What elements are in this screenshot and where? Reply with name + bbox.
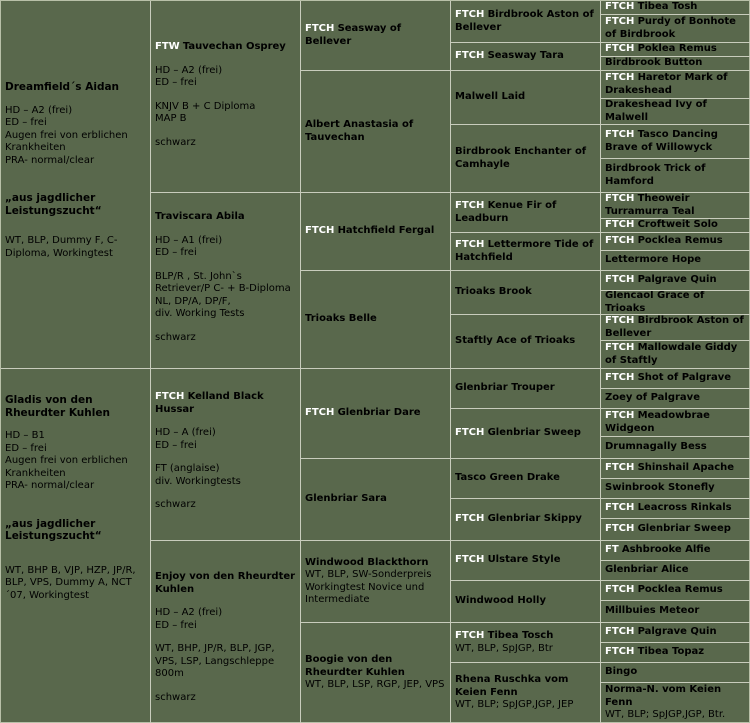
dog-name-line bbox=[605, 584, 746, 597]
title-badge: FTCH bbox=[605, 1, 635, 13]
dog-cell-gen5 bbox=[601, 519, 750, 541]
dog-name: Palgrave Quin bbox=[637, 274, 717, 286]
dog-name: Theoweir Turramurra Teal bbox=[605, 193, 695, 217]
title-badge: FTCH bbox=[605, 129, 635, 140]
title-badge: FTCH bbox=[605, 72, 635, 83]
dog-name: Albert Anastasia of Tauvechan bbox=[305, 119, 414, 143]
title-badge: FTCH bbox=[305, 23, 335, 34]
dog-cell-gen3 bbox=[301, 193, 451, 271]
dog-name-line bbox=[455, 200, 596, 225]
title-badge: FTCH bbox=[605, 626, 635, 638]
dog-name: Palgrave Quin bbox=[637, 626, 717, 638]
dog-name-line bbox=[455, 472, 596, 485]
dog-cell-gen5 bbox=[601, 683, 750, 723]
dog-cell-gen5 bbox=[601, 459, 750, 479]
title-badge: FTCH bbox=[455, 200, 485, 211]
dog-name-line bbox=[605, 564, 746, 577]
dog-cell-gen4 bbox=[451, 409, 601, 459]
dog-cell-gen3 bbox=[301, 369, 451, 459]
dog-cell-gen5 bbox=[601, 251, 750, 271]
dog-cell-gen4 bbox=[451, 581, 601, 623]
dog-name: Glenbriar Sara bbox=[305, 493, 387, 505]
dog-name: Dreamfield´s Aidan bbox=[5, 81, 120, 93]
dog-name-line bbox=[455, 91, 596, 104]
title-badge: FTCH bbox=[605, 342, 635, 353]
dog-name: Tibea Topaz bbox=[637, 646, 705, 658]
dog-cell-gen4 bbox=[451, 369, 601, 409]
dog-name: Boogie von den Rheurdter Kuhlen bbox=[305, 654, 405, 678]
title-badge: FTCH bbox=[605, 372, 635, 384]
dog-cell-gen4 bbox=[451, 663, 601, 723]
dog-name-line bbox=[455, 674, 596, 699]
dog-name: Kenue Fir of Leadburn bbox=[455, 200, 557, 224]
dog-cell-gen3 bbox=[301, 459, 451, 541]
dog-name-line bbox=[605, 254, 746, 267]
dog-cell-gen5 bbox=[601, 43, 750, 57]
health-block bbox=[5, 105, 146, 168]
dog-name-line bbox=[605, 605, 746, 618]
dog-name: Seasway of Bellever bbox=[305, 23, 402, 47]
dog-cell-gen3 bbox=[301, 623, 451, 723]
dog-cell-gen5 bbox=[601, 315, 750, 341]
dog-name-line bbox=[305, 23, 446, 48]
dog-name-line bbox=[605, 129, 746, 154]
dog-cell-gen3 bbox=[301, 541, 451, 623]
dog-cell-gen5 bbox=[601, 643, 750, 663]
dog-cell-gen4 bbox=[451, 233, 601, 271]
coat-color: schwarz bbox=[155, 331, 196, 343]
dog-name: Haretor Mark of Drakeshead bbox=[605, 72, 728, 96]
title-badge: FT bbox=[605, 544, 619, 556]
title-badge: FTCH bbox=[455, 427, 485, 439]
dog-cell-gen2 bbox=[151, 193, 301, 369]
dog-cell-gen5 bbox=[601, 271, 750, 291]
dog-name: Croftweit Solo bbox=[637, 219, 718, 231]
dog-name: Staftly Ace of Trioaks bbox=[455, 335, 576, 347]
dog-name: Birdbrook Aston of Bellever bbox=[455, 9, 594, 33]
dog-name: Purdy of Bonhote of Birdbrook bbox=[605, 16, 736, 40]
dog-name-line bbox=[455, 513, 596, 526]
title-badge: FTW bbox=[155, 41, 180, 52]
result-line: div. Working Tests bbox=[155, 308, 245, 319]
result-line: KNJV B + C Diploma bbox=[155, 100, 256, 112]
title-badge: FTCH bbox=[605, 235, 635, 247]
dog-cell-gen5 bbox=[601, 369, 750, 389]
dog-name: Lettermore Tide of Hatchfield bbox=[455, 239, 594, 263]
dog-cell-gen4 bbox=[451, 315, 601, 369]
dog-name-line bbox=[305, 119, 446, 144]
result-line: NL, DP/A, DP/F, bbox=[155, 295, 231, 307]
dog-cell-gen5 bbox=[601, 15, 750, 43]
title-badge: FTCH bbox=[305, 407, 335, 419]
dog-name-line bbox=[455, 286, 596, 299]
dog-name-line bbox=[455, 427, 596, 440]
dog-name: Glencaol Grace of Trioaks bbox=[605, 291, 705, 314]
dog-cell-gen2 bbox=[151, 541, 301, 723]
title-badge: FTCH bbox=[455, 50, 485, 62]
dog-cell-gen1 bbox=[1, 369, 151, 723]
title-badge: FTCH bbox=[455, 9, 485, 20]
health-block bbox=[155, 427, 296, 452]
dog-name: Drumnagally Bess bbox=[605, 441, 707, 453]
dog-name-line bbox=[605, 684, 746, 709]
dog-cell-gen4 bbox=[451, 43, 601, 71]
dog-name-line bbox=[455, 630, 596, 643]
dog-name-line bbox=[605, 523, 746, 536]
dog-cell-gen5 bbox=[601, 479, 750, 499]
dog-cell-gen4 bbox=[451, 193, 601, 233]
dog-cell-gen5 bbox=[601, 541, 750, 561]
dog-cell-gen4 bbox=[451, 71, 601, 125]
dog-name-line bbox=[605, 646, 746, 659]
dog-cell-gen3 bbox=[301, 271, 451, 369]
dog-name: Glenbriar Sweep bbox=[487, 427, 581, 439]
dog-name: Swinbrook Stonefly bbox=[605, 482, 715, 494]
dog-name-line bbox=[605, 502, 746, 515]
dog-name: Ashbrooke Alfie bbox=[621, 544, 711, 556]
dog-name-line bbox=[605, 219, 746, 232]
title-badge: FTCH bbox=[455, 513, 485, 525]
dog-name-line bbox=[605, 163, 746, 188]
title-badge: FTCH bbox=[155, 391, 185, 402]
health-block bbox=[5, 430, 146, 493]
results: WT, BLP, Dummy F, C-Diploma, Workingtest bbox=[5, 235, 118, 259]
health-line: PRA- normal/clear bbox=[5, 154, 95, 166]
dog-details: WT, BLP; SpJGP,JGP, JEP bbox=[455, 699, 574, 711]
dog-name-line bbox=[605, 291, 746, 315]
coat-color: schwarz bbox=[155, 499, 196, 510]
dog-name: Tasco Dancing Brave of Willowyck bbox=[605, 129, 718, 153]
dog-cell-gen5 bbox=[601, 341, 750, 369]
dog-name: Glenbriar Dare bbox=[337, 407, 421, 419]
dog-name-line bbox=[155, 41, 296, 54]
health-line: ED – frei bbox=[155, 439, 197, 451]
dog-cell-gen5 bbox=[601, 601, 750, 623]
dog-name: Bingo bbox=[605, 666, 638, 678]
title-badge: FTCH bbox=[605, 193, 635, 204]
dog-cell-gen5 bbox=[601, 233, 750, 251]
dog-name: Meadowbrae Widgeon bbox=[605, 410, 710, 434]
dog-name-line bbox=[305, 313, 446, 326]
dog-name-line bbox=[155, 571, 296, 596]
breeding-note: „aus jagdlicher Leistungszucht“ bbox=[5, 517, 102, 542]
title-badge: FTCH bbox=[605, 523, 635, 535]
dog-name: Leacross Rinkals bbox=[637, 502, 732, 514]
results-block bbox=[155, 271, 296, 321]
dog-cell-gen2 bbox=[151, 1, 301, 193]
results-block bbox=[155, 643, 296, 681]
title-badge: FTCH bbox=[455, 630, 485, 641]
dog-name: Tibea Tosh bbox=[637, 1, 698, 13]
dog-name-line bbox=[605, 342, 746, 367]
dog-name: Mallowdale Giddy of Staftly bbox=[605, 342, 738, 366]
dog-name: Malwell Laid bbox=[455, 91, 526, 103]
dog-cell-gen5 bbox=[601, 437, 750, 459]
dog-name: Glenbriar Trouper bbox=[455, 382, 555, 394]
dog-name-line bbox=[605, 193, 746, 218]
health-line: PRA- normal/clear bbox=[5, 480, 95, 491]
dog-name-line bbox=[605, 43, 746, 56]
dog-name-line bbox=[305, 557, 446, 570]
dog-cell-gen5 bbox=[601, 57, 750, 71]
dog-name: Pocklea Remus bbox=[637, 235, 723, 247]
dog-name-line bbox=[455, 382, 596, 395]
dog-name-line bbox=[305, 407, 446, 420]
health-line: ED – frei bbox=[155, 619, 197, 631]
dog-name-line bbox=[605, 315, 746, 340]
results: WT, BHP B, VJP, HZP, JP/R, BLP, VPS, Dummy A, NCT´07, Workingtest bbox=[5, 564, 136, 601]
dog-name-line bbox=[305, 225, 446, 238]
dog-details: WT, BLP, SpJGP, Btr bbox=[455, 642, 553, 654]
health-line: HD – A2 (frei) bbox=[155, 607, 223, 618]
dog-cell-gen5 bbox=[601, 159, 750, 193]
title-badge: FTCH bbox=[605, 410, 635, 421]
dog-name: Trioaks Brook bbox=[455, 286, 532, 298]
dog-cell-gen5 bbox=[601, 561, 750, 581]
title-badge: FTCH bbox=[605, 502, 635, 514]
dog-cell-gen5 bbox=[601, 623, 750, 643]
dog-name: Glenbriar Alice bbox=[605, 564, 689, 576]
title-badge: FTCH bbox=[605, 43, 635, 55]
dog-cell-gen5 bbox=[601, 409, 750, 437]
dog-cell-gen5 bbox=[601, 219, 750, 233]
dog-name: Traviscara Abila bbox=[155, 211, 245, 222]
dog-name: Ulstare Style bbox=[487, 554, 561, 566]
health-line: HD – B1 bbox=[5, 430, 45, 441]
dog-cell-gen4 bbox=[451, 459, 601, 499]
results-block bbox=[155, 463, 296, 488]
title-badge: FTCH bbox=[455, 239, 485, 250]
result-line: FT (anglaise) bbox=[155, 463, 220, 474]
results-block bbox=[155, 101, 296, 126]
dog-name-line bbox=[605, 482, 746, 495]
dog-name: Drakeshead Ivy of Malwell bbox=[605, 99, 707, 123]
dog-name-line bbox=[305, 654, 446, 679]
dog-cell-gen4 bbox=[451, 499, 601, 541]
result-line: div. Workingtests bbox=[155, 475, 241, 487]
dog-details: WT, BLP; SpJGP,JGP, Btr. bbox=[605, 709, 726, 721]
health-line: HD – A2 (frei) bbox=[5, 104, 73, 116]
dog-cell-gen3 bbox=[301, 1, 451, 71]
dog-name: Poklea Remus bbox=[637, 43, 717, 55]
title-badge: FTCH bbox=[605, 315, 635, 326]
breeding-note: „aus jagdlicher Leistungszucht“ bbox=[5, 192, 102, 217]
dog-name: Tasco Green Drake bbox=[455, 472, 560, 484]
dog-name-line bbox=[605, 1, 746, 14]
title-badge: FTCH bbox=[305, 225, 335, 237]
result-line: MAP B bbox=[155, 113, 187, 124]
dog-name-line bbox=[605, 462, 746, 475]
dog-name-line bbox=[455, 239, 596, 264]
title-badge: FTCH bbox=[605, 219, 635, 231]
dog-name: Windwood Blackthorn bbox=[305, 556, 429, 568]
dog-name: Gladis von den Rheurdter Kuhlen bbox=[5, 394, 110, 419]
dog-name: Rhena Ruschka vom Keien Fenn bbox=[455, 674, 569, 698]
dog-name: Windwood Holly bbox=[455, 595, 546, 607]
dog-name: Birdbrook Trick of Hamford bbox=[605, 163, 706, 187]
dog-name-line bbox=[605, 626, 746, 639]
dog-details: WT, BLP, SW-Sonderpreis Workingtest Novice und Intermediate bbox=[305, 569, 432, 605]
dog-cell-gen5 bbox=[601, 125, 750, 159]
title-badge: FTCH bbox=[605, 584, 635, 596]
title-badge: FTCH bbox=[605, 16, 635, 27]
health-line: ED – frei bbox=[5, 117, 47, 128]
dog-cell-gen5 bbox=[601, 499, 750, 519]
health-line: ED – frei bbox=[5, 442, 47, 454]
dog-cell-gen2 bbox=[151, 369, 301, 541]
dog-name: Birdbrook Enchanter of Camhayle bbox=[455, 146, 587, 170]
dog-name-line bbox=[605, 72, 746, 97]
dog-name: Norma-N. vom Keien Fenn bbox=[605, 684, 722, 708]
dog-name: Tauvechan Osprey bbox=[182, 41, 286, 52]
health-line: ED – frei bbox=[155, 77, 197, 88]
dog-name: Birdbrook Aston of Bellever bbox=[605, 315, 744, 339]
health-block bbox=[155, 65, 296, 90]
dog-name-line bbox=[455, 9, 596, 34]
dog-name-line bbox=[305, 493, 446, 506]
dog-name-line bbox=[605, 274, 746, 287]
dog-name: Millbuies Meteor bbox=[605, 605, 700, 617]
dog-name: Glenbriar Sweep bbox=[637, 523, 731, 535]
coat-color: schwarz bbox=[155, 691, 196, 703]
dog-details: WT, BLP, LSP, RGP, JEP, VPS bbox=[305, 679, 445, 691]
title-badge: FTCH bbox=[455, 554, 485, 566]
dog-cell-gen5 bbox=[601, 71, 750, 99]
dog-name-line bbox=[455, 554, 596, 567]
dog-cell-gen5 bbox=[601, 99, 750, 125]
dog-name: Glenbriar Skippy bbox=[487, 513, 582, 525]
dog-cell-gen5 bbox=[601, 389, 750, 409]
dog-name-line bbox=[155, 211, 296, 224]
dog-cell-gen1 bbox=[1, 1, 151, 369]
health-line: Augen frei von erblichen Krankheiten bbox=[5, 455, 128, 479]
health-line: HD – A (frei) bbox=[155, 427, 216, 438]
dog-name: Birdbrook Button bbox=[605, 57, 703, 69]
health-line: HD – A2 (frei) bbox=[155, 64, 223, 76]
dog-name-line bbox=[605, 57, 746, 70]
health-line: ED – frei bbox=[155, 247, 197, 258]
dog-name-line bbox=[605, 235, 746, 248]
dog-cell-gen4 bbox=[451, 541, 601, 581]
dog-name: Pocklea Remus bbox=[637, 584, 723, 596]
dog-name: Seasway Tara bbox=[487, 50, 564, 62]
dog-name-line bbox=[155, 391, 296, 416]
result-line: BLP/R , St. John`s Retriever/P C- + B-Diploma bbox=[155, 270, 291, 294]
title-badge: FTCH bbox=[605, 646, 635, 658]
health-block bbox=[155, 607, 296, 632]
health-line: Augen frei von erblichen Krankheiten bbox=[5, 129, 128, 153]
health-block bbox=[155, 235, 296, 260]
dog-name: Tibea Tosch bbox=[487, 630, 554, 641]
dog-cell-gen4 bbox=[451, 271, 601, 315]
dog-name: Shinshail Apache bbox=[637, 462, 735, 474]
dog-name-line bbox=[605, 372, 746, 385]
dog-name-line bbox=[605, 666, 746, 679]
dog-name: Zoey of Palgrave bbox=[605, 392, 700, 404]
dog-cell-gen4 bbox=[451, 1, 601, 43]
dog-name-line bbox=[605, 392, 746, 405]
dog-name: Enjoy von den Rheurdter Kuhlen bbox=[155, 571, 296, 595]
dog-name: Shot of Palgrave bbox=[637, 372, 732, 384]
dog-name-line bbox=[605, 410, 746, 435]
dog-name: Trioaks Belle bbox=[305, 313, 377, 325]
dog-cell-gen5 bbox=[601, 193, 750, 219]
dog-cell-gen5 bbox=[601, 663, 750, 683]
coat-color: schwarz bbox=[155, 136, 196, 148]
dog-name: Hatchfield Fergal bbox=[337, 225, 435, 237]
title-badge: FTCH bbox=[605, 462, 635, 474]
dog-cell-gen4 bbox=[451, 125, 601, 193]
dog-cell-gen4 bbox=[451, 623, 601, 663]
dog-name: Lettermore Hope bbox=[605, 254, 702, 266]
dog-name-line bbox=[455, 50, 596, 63]
dog-cell-gen3 bbox=[301, 71, 451, 193]
dog-name: Kelland Black Hussar bbox=[155, 391, 264, 415]
dog-name-line bbox=[605, 16, 746, 41]
dog-cell-gen5 bbox=[601, 291, 750, 315]
dog-name-line bbox=[455, 595, 596, 608]
dog-cell-gen5 bbox=[601, 1, 750, 15]
health-line: HD – A1 (frei) bbox=[155, 234, 223, 246]
dog-name-line bbox=[455, 146, 596, 171]
dog-cell-gen5 bbox=[601, 581, 750, 601]
dog-name-line bbox=[605, 99, 746, 124]
dog-name-line bbox=[455, 335, 596, 348]
title-badge: FTCH bbox=[605, 274, 635, 286]
dog-name-line bbox=[605, 544, 746, 557]
dog-name-line bbox=[605, 441, 746, 454]
result-line: WT, BHP, JP/R, BLP, JGP, VPS, LSP, Langschleppe 800m bbox=[155, 643, 275, 679]
